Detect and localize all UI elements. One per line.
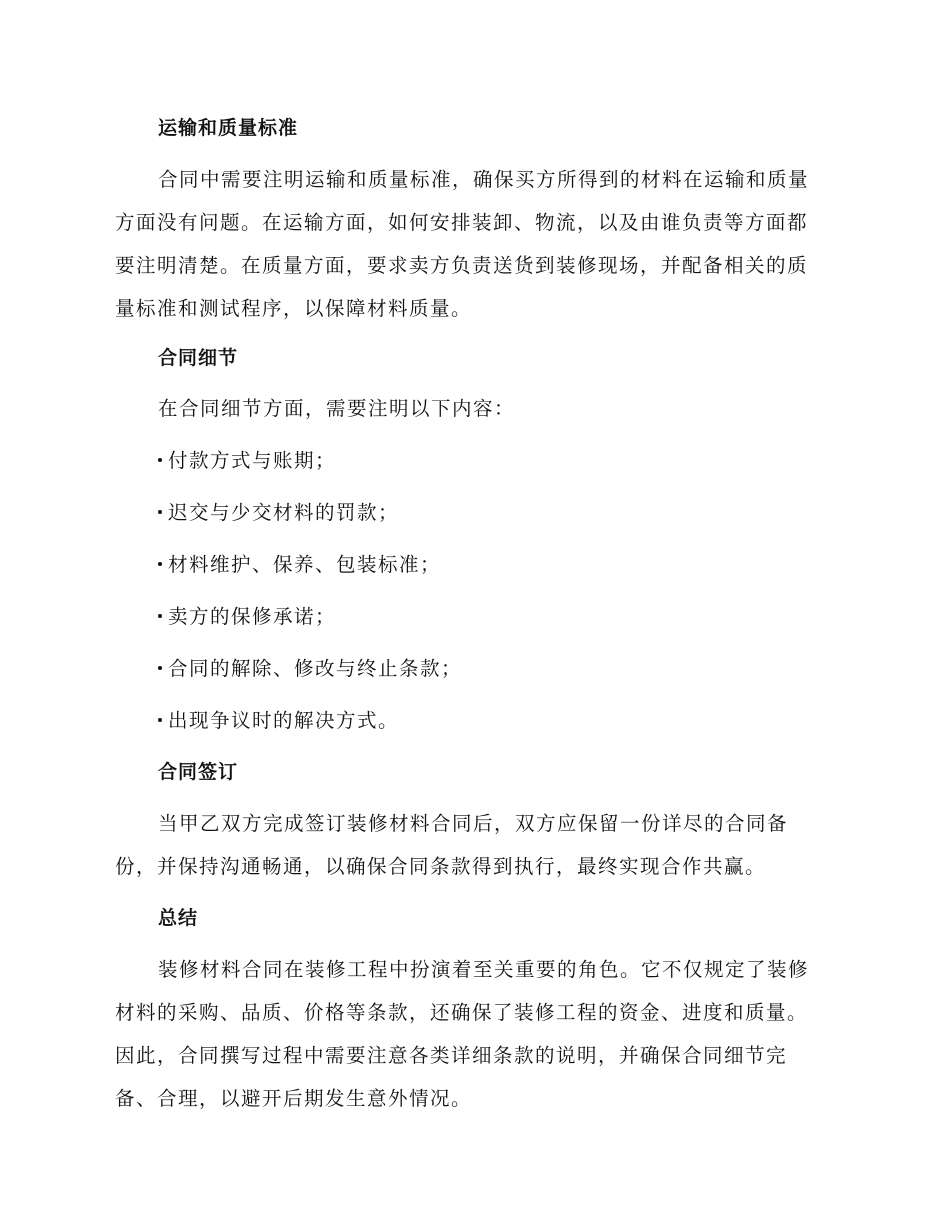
bullet-dot-icon — [158, 666, 162, 670]
bullet-dot-icon — [158, 718, 162, 722]
list-item-text: 迟交与少交材料的罚款； — [168, 501, 400, 524]
paragraph-line: 装修材料合同在装修工程中扮演着至关重要的角色。它不仅规定了装修 — [158, 958, 810, 981]
list-item — [158, 605, 336, 629]
paragraph-line: 方面没有问题。在运输方面，如何安排装卸、物流，以及由谁负责等方面都 — [115, 211, 809, 234]
list-item — [158, 501, 399, 525]
bullet-dot-icon — [158, 562, 162, 566]
section-heading-details: 合同细节 — [158, 347, 239, 369]
paragraph-line: 份，并保持沟通畅通，以确保合同条款得到执行，最终实现合作共赢。 — [115, 855, 767, 878]
paragraph-line: 备、合理，以避开后期发生意外情况。 — [115, 1087, 473, 1110]
list-item — [158, 657, 462, 681]
section-heading-transport: 运输和质量标准 — [158, 117, 299, 139]
paragraph-line: 要注明清楚。在质量方面，要求卖方负责送货到装修现场，并配备相关的质 — [115, 254, 809, 277]
paragraph-line: 因此，合同撰写过程中需要注意各类详细条款的说明，并确保合同细节完 — [115, 1044, 788, 1067]
paragraph-line: 合同中需要注明运输和质量标准，确保买方所得到的材料在运输和质量 — [158, 168, 810, 191]
details-intro: 在合同细节方面，需要注明以下内容： — [158, 397, 516, 420]
list-item-text: 出现争议时的解决方式。 — [168, 709, 400, 732]
paragraph-line: 当甲乙双方完成签订装修材料合同后，双方应保留一份详尽的合同备 — [158, 812, 789, 835]
list-item-text: 付款方式与账期； — [168, 449, 337, 472]
paragraph-line: 材料的采购、品质、价格等条款，还确保了装修工程的资金、进度和质量。 — [115, 1001, 809, 1024]
list-item-text: 合同的解除、修改与终止条款； — [168, 657, 463, 680]
bullet-dot-icon — [158, 614, 162, 618]
bullet-dot-icon — [158, 510, 162, 514]
list-item-text: 卖方的保修承诺； — [168, 605, 337, 628]
list-item — [158, 449, 336, 473]
list-item — [158, 709, 399, 733]
paragraph-transport — [115, 158, 855, 330]
list-item — [158, 553, 441, 577]
paragraph-summary — [115, 948, 855, 1120]
section-heading-summary: 总结 — [158, 907, 199, 929]
paragraph-signing — [115, 802, 855, 888]
bullet-dot-icon — [158, 458, 162, 462]
list-item-text: 材料维护、保养、包装标准； — [168, 553, 442, 576]
section-heading-signing: 合同签订 — [158, 761, 239, 783]
paragraph-line: 量标准和测试程序，以保障材料质量。 — [115, 297, 473, 320]
